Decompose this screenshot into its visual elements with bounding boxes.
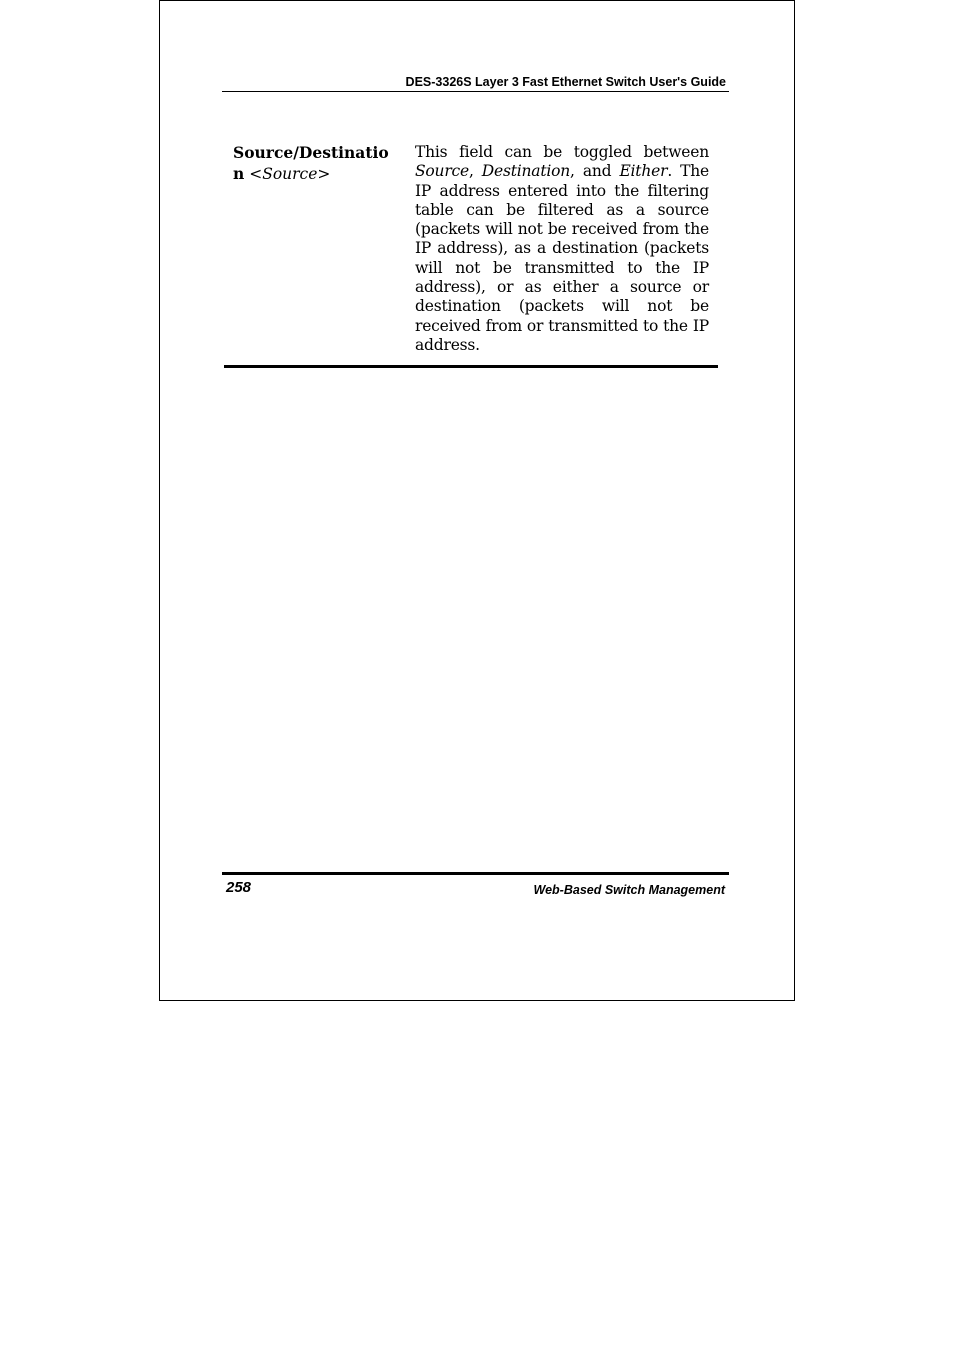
- default-close-bracket: >: [317, 164, 331, 183]
- table-bottom-rule: [224, 365, 718, 368]
- footer-section-title: Web-Based Switch Management: [533, 883, 725, 897]
- option-destination: Destination: [481, 162, 571, 181]
- parameter-name-line1: Source/Destinatio: [233, 143, 389, 162]
- description-text: ,: [469, 162, 482, 181]
- parameter-name-line2: n: [233, 163, 245, 183]
- running-header-title: DES-3326S Layer 3 Fast Ethernet Switch User's Guide: [405, 75, 726, 89]
- description-text: This field can be toggled between: [415, 143, 709, 161]
- option-either: Either: [619, 162, 668, 181]
- option-source: Source: [415, 162, 469, 181]
- default-open-bracket: <: [244, 164, 263, 183]
- parameter-term: [233, 143, 393, 184]
- page-number: 258: [226, 879, 252, 896]
- header-rule: [222, 91, 729, 92]
- parameter-description: [415, 143, 709, 355]
- description-text: , and: [570, 162, 620, 181]
- footer-rule: [222, 872, 729, 875]
- description-text: . The IP address entered into the filtering table can be filtered as a source (packets will not be received from the IP address), as a destination (packets will not be transmitted to the IP address), or as either a source or destination (packets will not be received from or transmitted to the IP address.: [415, 162, 709, 354]
- parameter-default-value: Source: [262, 164, 318, 183]
